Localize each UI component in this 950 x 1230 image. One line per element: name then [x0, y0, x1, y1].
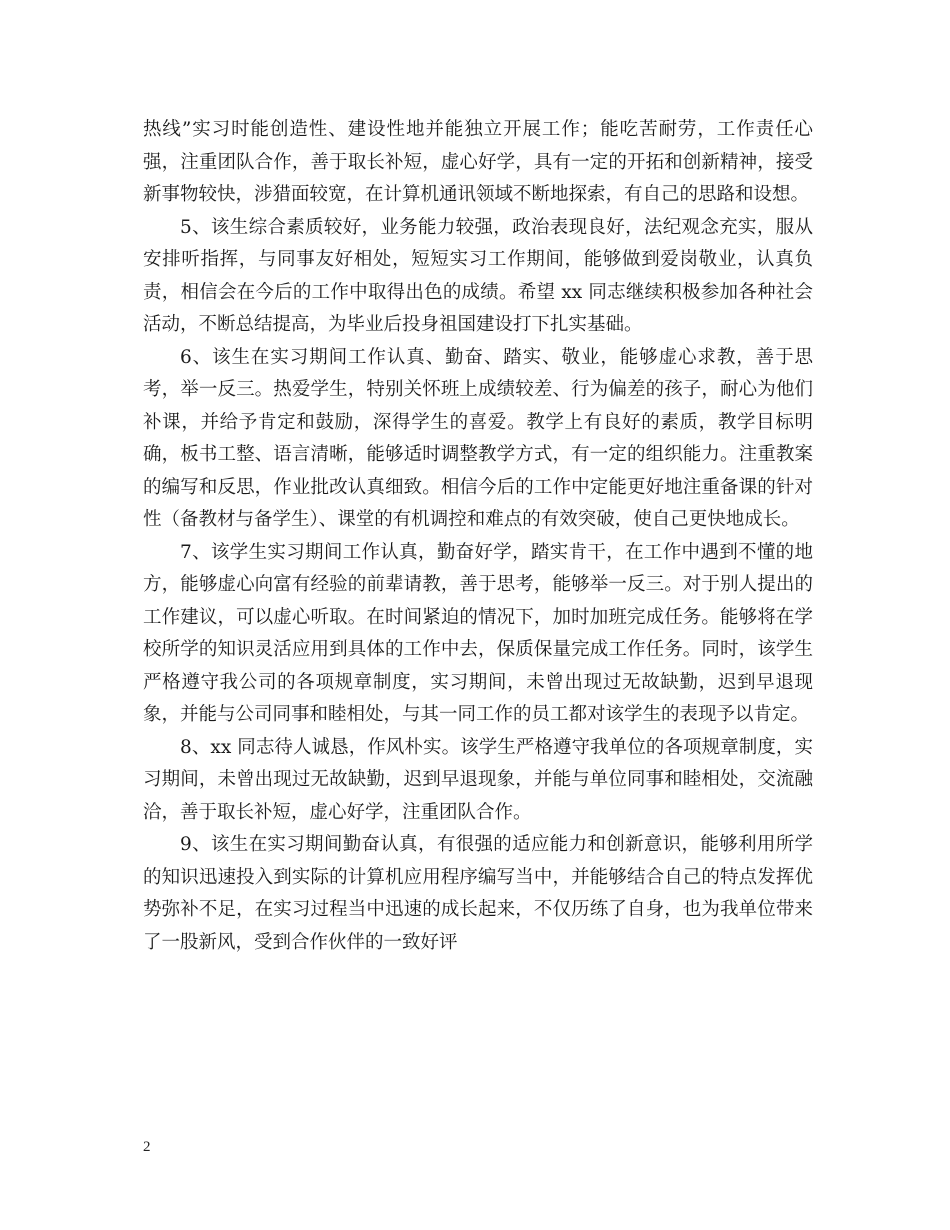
document-body	[143, 114, 813, 959]
page-number: 2	[143, 1139, 151, 1155]
paragraph-item-9: 9、该生在实习期间勤奋认真，有很强的适应能力和创新意识，能够利用所学的知识迅速投入到实际的计算机应用程序编写当中，并能够结合自己的特点发挥优势弥补不足，在实习过程当中迅速的成长起来，不仅历练了自身，也为我单位带来了一股新风，受到合作伙伴的一致好评	[143, 834, 813, 953]
paragraph-continuation: 热线”实习时能创造性、建设性地并能独立开展工作；能吃苦耐劳，工作责任心强，注重团队合作，善于取长补短，虚心好学，具有一定的开拓和创新精神，接受新事物较快，涉猎面较宽，在计算机通讯领域不断地探索，有自己的思路和设想。	[143, 119, 813, 205]
paragraph-item-7: 7、该学生实习期间工作认真，勤奋好学，踏实肯干，在工作中遇到不懂的地方，能够虚心向富有经验的前辈请教，善于思考，能够举一反三。对于别人提出的工作建议，可以虚心听取。在时间紧迫的情况下，加时加班完成任务。能够将在学校所学的知识灵活应用到具体的工作中去，保质保量完成工作任务。同时，该学生严格遵守我公司的各项规章制度，实习期间，未曾出现过无故缺勤，迟到早退现象，并能与公司同事和睦相处，与其一同工作的员工都对该学生的表现予以肯定。	[143, 541, 813, 725]
paragraph-item-8: 8、xx 同志待人诚恳，作风朴实。该学生严格遵守我单位的各项规章制度，实习期间，未曾出现过无故缺勤，迟到早退现象，并能与单位同事和睦相处，交流融洽，善于取长补短，虚心好学，注重团队合作。	[143, 736, 813, 823]
paragraph-item-6: 6、该生在实习期间工作认真、勤奋、踏实、敬业，能够虚心求教，善于思考，举一反三。热爱学生，特别关怀班上成绩较差、行为偏差的孩子，耐心为他们补课，并给予肯定和鼓励，深得学生的喜爱。教学上有良好的素质，教学目标明确，板书工整、语言清晰，能够适时调整教学方式，有一定的组织能力。注重教案的编写和反思，作业批改认真细致。相信今后的工作中定能更好地注重备课的针对性（备教材与备学生）、课堂的有机调控和难点的有效突破，使自己更快地成长。	[143, 346, 813, 530]
paragraph-item-5: 5、该生综合素质较好，业务能力较强，政治表现良好，法纪观念充实，服从安排听指挥，与同事友好相处，短短实习工作期间，能够做到爱岗敬业，认真负责，相信会在今后的工作中取得出色的成绩。希望 xx 同志继续积极参加各种社会活动，不断总结提高，为毕业后投身祖国建设打下扎实基础。	[143, 216, 813, 335]
